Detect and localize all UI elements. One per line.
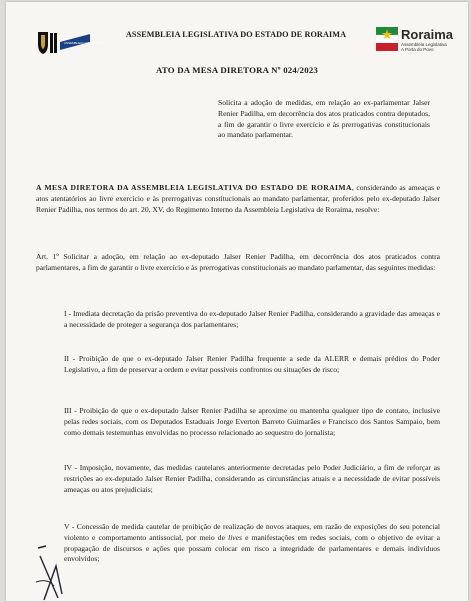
article-text: Solicitar a adoção, em relação ao ex-deputado Jalser Renier Padilha, em decorrência dos atos praticados contra parlamentares, a fim de garantir o livre exercício e às prerrogativas constitucionais ao mandato parlamentar, das seguintes medidas: bbox=[36, 252, 441, 272]
preamble-caps: A MESA DIRETORA DA ASSEMBLEIA LEGISLATIVA DO ESTADO DE RORAIMA bbox=[36, 183, 352, 192]
item-iv: IV - Imposição, novamente, das medidas cautelares anteriormente decretadas pelo Poder Judiciário, a fim de reforçar as restrições ao ex-deputado Jalser Renier Padilha, considerando as circunstâncias atuais e a necessidade de evitar possíveis ameaças ou atos prejudiciais; bbox=[64, 463, 440, 494]
preamble-text: , considerando as ameaças e atos atentatórios ao livre exercício e às prerrogativas constitucionais ao mandato parlamentar, proferidos pelo ex-deputado Jalser Renier Padilha, nos termos do art. 20, XV, do Regimento Interno da Assembleia Legislativa de Roraima, resolve: bbox=[36, 183, 440, 214]
item-ii: II - Proibição de que o ex-deputado Jalser Renier Padilha frequente a sede da ALERR e demais prédios do Poder Legislativo, a fim de preservar a ordem e evitar possíveis confrontos ou situações de risco; bbox=[64, 354, 440, 374]
roraima-flag-icon bbox=[376, 27, 398, 51]
roraima-logo-tagline: A Porta do Povo bbox=[401, 47, 434, 52]
article-label: Art. 1º bbox=[36, 252, 59, 261]
ementa-paragraph: Solicita a adoção de medidas, em relação ao ex-parlamentar Jalser Renier Padilha, em decorrência dos atos praticados contra deputados, a fim de garantir o livre exercício e às prerrogativas constitucionais ao mandato parlamentar. bbox=[218, 98, 430, 140]
item-v-after: e manifestações em redes sociais, com o objetivo de evitar a propagação de discursos e ações que possam colocar em risco a integridade de parlamentares e demais indivíduos envolvidos; bbox=[64, 532, 440, 564]
roraima-logo-subtitle-line: Assembleia Legislativa bbox=[401, 42, 447, 47]
item-i: I - Imediata decretação da prisão preventiva do ex-deputado Jalser Renier Padilha, considerando a gravidade das ameaças e a necessidade de proteger a segurança dos parlamentares; bbox=[64, 309, 440, 329]
item-v-italic: lives bbox=[228, 532, 242, 542]
document-page bbox=[6, 2, 468, 601]
article-1 bbox=[36, 252, 440, 274]
roraima-logo bbox=[376, 25, 468, 55]
letterhead bbox=[6, 2, 468, 52]
institution-name: ASSEMBLEIA LEGISLATIVA DO ESTADO DE RORAIMA bbox=[125, 30, 347, 39]
item-v-before: V - Concessão de medida cautelar de proibição de realização de novos ataques, em razão de exposições do seu potencial violento e comportamento antissocial, por meio de bbox=[64, 522, 440, 542]
handwritten-signature bbox=[32, 542, 72, 602]
assembly-crest-logo bbox=[34, 28, 103, 56]
roraima-logo-subtitle bbox=[401, 42, 471, 52]
roraima-logo-name: Roraima bbox=[401, 27, 454, 42]
preamble-paragraph bbox=[36, 183, 440, 215]
left-logo-text: ASSEMBLEIA LEGISLATIVA bbox=[64, 41, 103, 45]
item-iii: III - Proibição de que o ex-deputado Jalser Renier Padilha se aproxime ou mantenha qualquer tipo de contato, inclusive pelas redes sociais, com os Deputados Estaduais Jorge Everton Barreto Guimarães e Francisco dos Santos Sampaio, bem como demais testemunhas envolvidas no processo relacionado ao sequestro do jornalista; bbox=[64, 406, 440, 437]
document-title: ATO DA MESA DIRETORA Nº 024/2023 bbox=[155, 65, 319, 75]
item-v bbox=[64, 522, 440, 565]
